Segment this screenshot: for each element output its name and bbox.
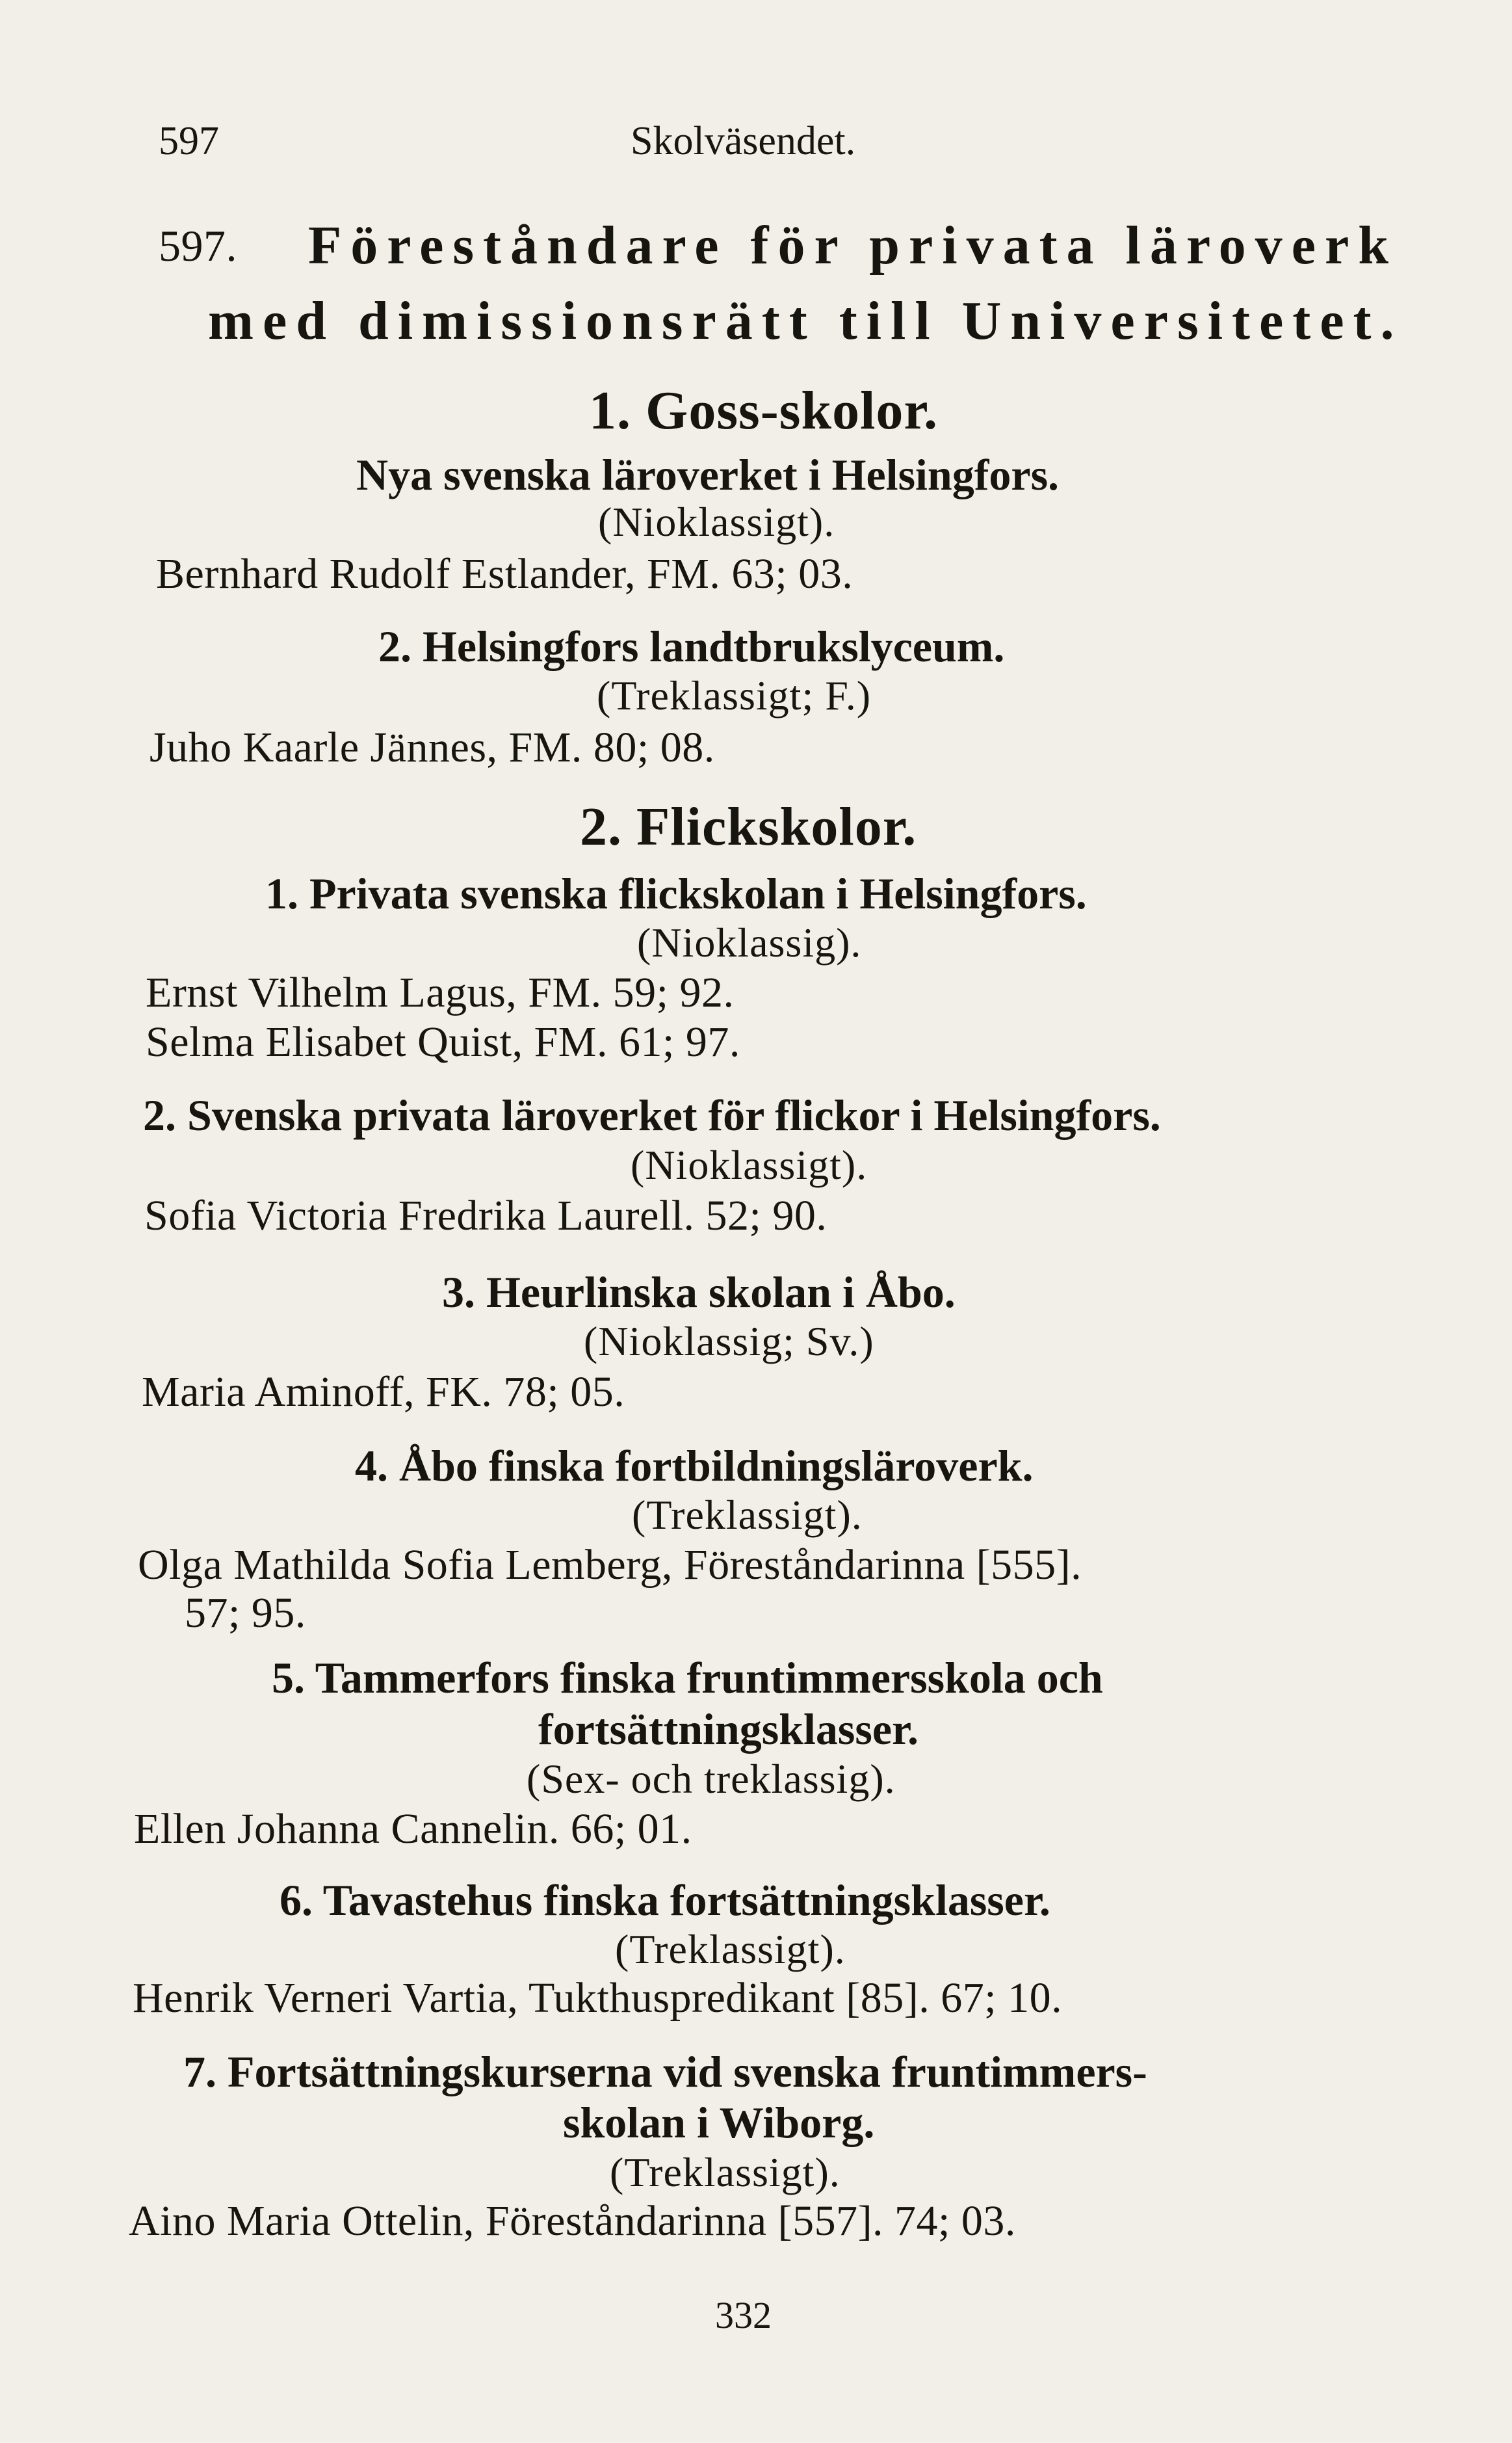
- school-name: Nya svenska läroverket i Helsingfors.: [356, 450, 1060, 499]
- school-name-continuation: fortsättningsklasser.: [538, 1704, 919, 1754]
- person-entry: Bernhard Rudolf Estlander, FM. 63; 03.: [156, 550, 854, 598]
- header-section-number: 597: [159, 119, 219, 163]
- school-details: (Treklassigt).: [632, 1492, 863, 1538]
- school-details: (Nioklassigt).: [631, 1142, 868, 1188]
- school-name: 2. Svenska privata läroverket för flickor i Helsingfors.: [143, 1090, 1161, 1140]
- category-heading-girls-schools: 2. Flickskolor.: [580, 797, 917, 857]
- person-entry: Sofia Victoria Fredrika Laurell. 52; 90.: [144, 1192, 828, 1239]
- person-entry: Olga Mathilda Sofia Lemberg, Föreståndarinna [555].: [138, 1541, 1082, 1589]
- school-name: 3. Heurlinska skolan i Åbo.: [442, 1267, 956, 1317]
- section-title-line-1: Föreståndare för privata läroverk: [308, 215, 1398, 276]
- person-entry: Henrik Verneri Vartia, Tukthuspredikant [85]. 67; 10.: [133, 1974, 1063, 2022]
- section-number: 597.: [159, 221, 237, 271]
- page-number: 332: [715, 2294, 772, 2336]
- school-name: 2. Helsingfors landtbrukslyceum.: [378, 622, 1005, 671]
- person-entry: Juho Kaarle Jännes, FM. 80; 08.: [150, 724, 715, 771]
- person-entry: Maria Aminoff, FK. 78; 05.: [142, 1368, 625, 1416]
- school-name: 6. Tavastehus finska fortsättningsklasser.: [280, 1875, 1050, 1925]
- school-name-continuation: skolan i Wiborg.: [563, 2098, 875, 2147]
- person-entry: Aino Maria Ottelin, Föreståndarinna [557]. 74; 03.: [129, 2197, 1016, 2245]
- school-details: (Sex- och treklassig).: [527, 1756, 896, 1802]
- school-details: (Nioklassig; Sv.): [584, 1318, 874, 1364]
- school-details: (Nioklassig).: [637, 919, 862, 966]
- school-details: (Treklassigt; F.): [597, 672, 871, 719]
- school-details: (Treklassigt).: [610, 2149, 841, 2195]
- school-name: 7. Fortsättningskurserna vid svenska fruntimmers-: [183, 2047, 1147, 2096]
- section-title-line-2: med dimissionsrätt till Universitetet.: [208, 291, 1403, 351]
- school-details: (Nioklassigt).: [598, 499, 835, 545]
- person-entry: Ernst Vilhelm Lagus, FM. 59; 92.: [146, 969, 735, 1016]
- school-name: 5. Tammerfors finska fruntimmersskola och: [272, 1653, 1103, 1702]
- school-name: 4. Åbo finska fortbildningsläroverk.: [355, 1441, 1034, 1490]
- person-entry: Selma Elisabet Quist, FM. 61; 97.: [146, 1018, 740, 1066]
- school-details: (Treklassigt).: [615, 1926, 846, 1972]
- person-entry: Ellen Johanna Cannelin. 66; 01.: [134, 1805, 692, 1853]
- person-entry-continuation: 57; 95.: [185, 1589, 306, 1637]
- category-heading-boys-schools: 1. Goss-skolor.: [589, 380, 939, 441]
- school-name: 1. Privata svenska flickskolan i Helsingfors.: [265, 869, 1087, 918]
- running-title: Skolväsendet.: [631, 119, 856, 163]
